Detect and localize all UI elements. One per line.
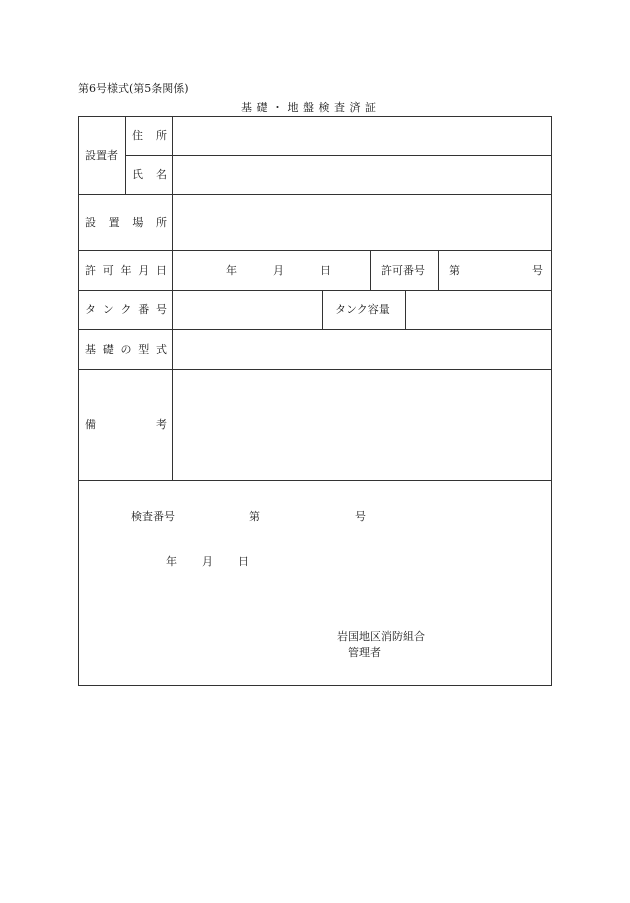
inspection-date-year: 年 <box>166 555 177 568</box>
inspection-number-prefix: 第 <box>249 510 260 523</box>
col-divider <box>172 116 173 480</box>
form-title: 基 礎 ・ 地 盤 検 査 済 証 <box>241 101 377 114</box>
col-divider <box>125 116 126 194</box>
row-divider <box>78 480 552 481</box>
row-divider <box>125 155 552 156</box>
permit-date-year: 年 <box>226 264 237 277</box>
inspection-number-label: 検査番号 <box>131 510 175 523</box>
permit-number-prefix: 第 <box>449 264 460 277</box>
foundation-type-label: 基 礎 の 型 式 <box>85 343 167 356</box>
row-divider <box>78 250 552 251</box>
permit-number-label: 許可番号 <box>381 264 425 277</box>
location-label: 設 置 場 所 <box>85 216 167 229</box>
name-label: 氏 名 <box>132 168 167 181</box>
installer-label: 設置者 <box>85 149 118 162</box>
certificate-table <box>78 116 552 686</box>
inspection-number-suffix: 号 <box>355 510 366 523</box>
address-label: 住 所 <box>132 129 167 142</box>
permit-date-label: 許 可 年 月 日 <box>85 264 167 277</box>
remarks-label: 備 考 <box>85 418 167 431</box>
col-divider <box>322 290 323 329</box>
issuing-manager: 管理者 <box>348 646 381 659</box>
row-divider <box>78 329 552 330</box>
inspection-date-month: 月 <box>202 555 213 568</box>
inspection-date-day: 日 <box>238 555 249 568</box>
col-divider <box>370 250 371 290</box>
issuing-organization: 岩国地区消防組合 <box>337 630 425 643</box>
row-divider <box>78 369 552 370</box>
permit-date-month: 月 <box>273 264 284 277</box>
tank-capacity-label: タンク容量 <box>335 303 390 316</box>
col-divider <box>438 250 439 290</box>
permit-number-suffix: 号 <box>532 264 543 277</box>
permit-date-day: 日 <box>320 264 331 277</box>
col-divider <box>405 290 406 329</box>
form-id: 第6号様式(第5条関係) <box>78 82 189 95</box>
row-divider <box>78 290 552 291</box>
tank-number-label: タ ン ク 番 号 <box>85 303 167 316</box>
row-divider <box>78 194 552 195</box>
